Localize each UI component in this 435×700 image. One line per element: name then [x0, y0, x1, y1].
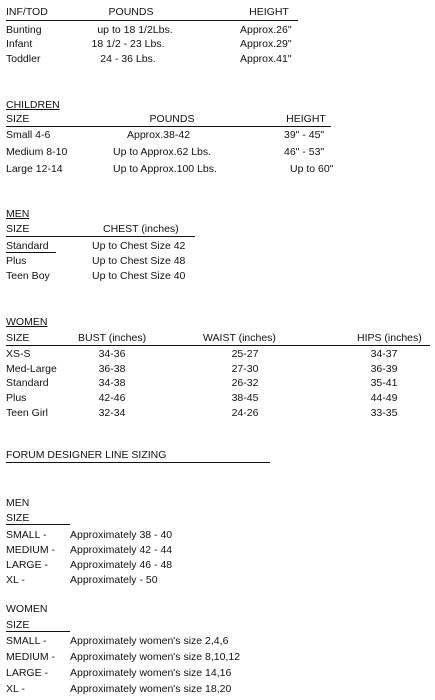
men-row-chest: Up to Chest Size 40	[92, 270, 186, 282]
inf-row-pounds: 24 - 36 Lbs.	[100, 53, 156, 65]
forum-men-row-size: SMALL -	[6, 529, 47, 541]
forum-women-row-value: Approximately women's size 18,20	[70, 683, 232, 695]
children-row-pounds: Up to Approx.100 Lbs.	[113, 163, 217, 175]
men-row-size: Plus	[6, 255, 27, 267]
inf-height-header: HEIGHT	[249, 6, 289, 18]
children-size-header: SIZE	[6, 113, 30, 125]
forum-men-row-value: Approximately - 50	[70, 574, 158, 586]
forum-women-size-rule	[6, 631, 70, 632]
forum-women-row-value: Approximately women's size 8,10,12	[70, 651, 241, 663]
inf-row-pounds: up to 18 1/2Lbs.	[97, 24, 173, 36]
children-height-header: HEIGHT	[286, 113, 326, 125]
women-row-size: Teen Girl	[6, 407, 49, 419]
forum-women-row-size: LARGE -	[6, 667, 49, 679]
women-waist-header: WAIST (inches)	[203, 332, 276, 344]
women-row-bust: 34-38	[98, 377, 126, 389]
women-row-size: Plus	[6, 392, 27, 404]
men-header-rule	[6, 236, 195, 237]
forum-women-row-size: XL -	[6, 683, 25, 695]
forum-men-title: MEN	[6, 497, 30, 509]
women-title: WOMEN	[6, 316, 48, 328]
inf-row-size: Infant	[6, 38, 33, 50]
forum-women-row-size: MEDIUM -	[6, 651, 55, 663]
women-row-hips: 34-37	[370, 348, 398, 360]
children-row-pounds: Approx.38-42	[127, 129, 191, 141]
inf-header-rule	[6, 20, 298, 21]
forum-men-row-size: XL -	[6, 574, 25, 586]
inf-tod-title: INF/TOD	[6, 6, 48, 18]
children-row-height: 39" - 45"	[284, 129, 325, 141]
men-row-chest: Up to Chest Size 48	[92, 255, 186, 267]
women-row-waist: 38-45	[231, 392, 259, 404]
forum-women-row-size: SMALL -	[6, 635, 47, 647]
children-row-size: Small 4-6	[6, 129, 51, 141]
children-header-rule	[6, 126, 331, 127]
women-row-size: Standard	[6, 377, 49, 389]
women-row-bust: 42-46	[98, 392, 126, 404]
forum-men-size-rule	[6, 524, 70, 525]
children-row-size: Medium 8-10	[6, 146, 68, 158]
children-row-pounds: Up to Approx.62 Lbs.	[113, 146, 212, 158]
women-row-waist: 27-30	[231, 363, 259, 375]
women-row-hips: 35-41	[370, 377, 398, 389]
men-row-chest: Up to Chest Size 42	[92, 240, 186, 252]
women-row-waist: 26-32	[231, 377, 259, 389]
forum-men-row-value: Approximately 46 - 48	[70, 559, 173, 571]
forum-title-rule	[6, 462, 270, 463]
women-row-hips: 36-39	[370, 363, 398, 375]
forum-women-row-value: Approximately women's size 2,4,6	[70, 635, 229, 647]
men-row-rule	[6, 252, 56, 253]
inf-row-height: Approx.29"	[240, 38, 292, 50]
inf-row-pounds: 18 1/2 - 23 Lbs.	[91, 38, 165, 50]
women-row-size: Med-Large	[6, 363, 57, 375]
inf-row-size: Bunting	[6, 24, 42, 36]
women-hips-header: HIPS (inches)	[357, 332, 422, 344]
women-row-bust: 34-36	[98, 348, 126, 360]
women-row-bust: 36-38	[98, 363, 126, 375]
forum-men-row-size: MEDIUM -	[6, 544, 55, 556]
forum-title: FORUM DESIGNER LINE SIZING	[6, 449, 167, 461]
forum-men-row-value: Approximately 38 - 40	[70, 529, 173, 541]
men-chest-header: CHEST (inches)	[103, 223, 179, 235]
inf-row-size: Toddler	[6, 53, 41, 65]
men-row-size: Teen Boy	[6, 270, 50, 282]
forum-women-title: WOMEN	[6, 603, 48, 615]
men-row-size: Standard	[6, 240, 49, 252]
women-row-size: XS-S	[6, 348, 31, 360]
women-row-waist: 24-26	[231, 407, 259, 419]
children-row-height: Up to 60"	[290, 163, 334, 175]
children-row-height: 46" - 53"	[284, 146, 325, 158]
women-header-rule	[6, 345, 430, 346]
children-pounds-header: POUNDS	[149, 113, 195, 125]
women-row-hips: 44-49	[370, 392, 398, 404]
inf-row-height: Approx.26"	[240, 24, 292, 36]
men-size-header: SIZE	[6, 223, 30, 235]
inf-pounds-header: POUNDS	[108, 6, 154, 18]
women-row-bust: 32-34	[98, 407, 126, 419]
forum-men-row-size: LARGE -	[6, 559, 49, 571]
women-bust-header: BUST (inches)	[78, 332, 147, 344]
men-title: MEN	[6, 208, 30, 220]
children-title: CHILDREN	[6, 99, 60, 111]
forum-men-size-header: SIZE	[6, 512, 30, 524]
forum-men-row-value: Approximately 42 - 44	[70, 544, 173, 556]
women-row-hips: 33-35	[370, 407, 398, 419]
women-row-waist: 25-27	[231, 348, 259, 360]
forum-women-size-header: SIZE	[6, 619, 30, 631]
inf-row-height: Approx.41"	[240, 53, 292, 65]
women-size-header: SIZE	[6, 332, 30, 344]
forum-women-row-value: Approximately women's size 14,16	[70, 667, 232, 679]
children-row-size: Large 12-14	[6, 163, 63, 175]
